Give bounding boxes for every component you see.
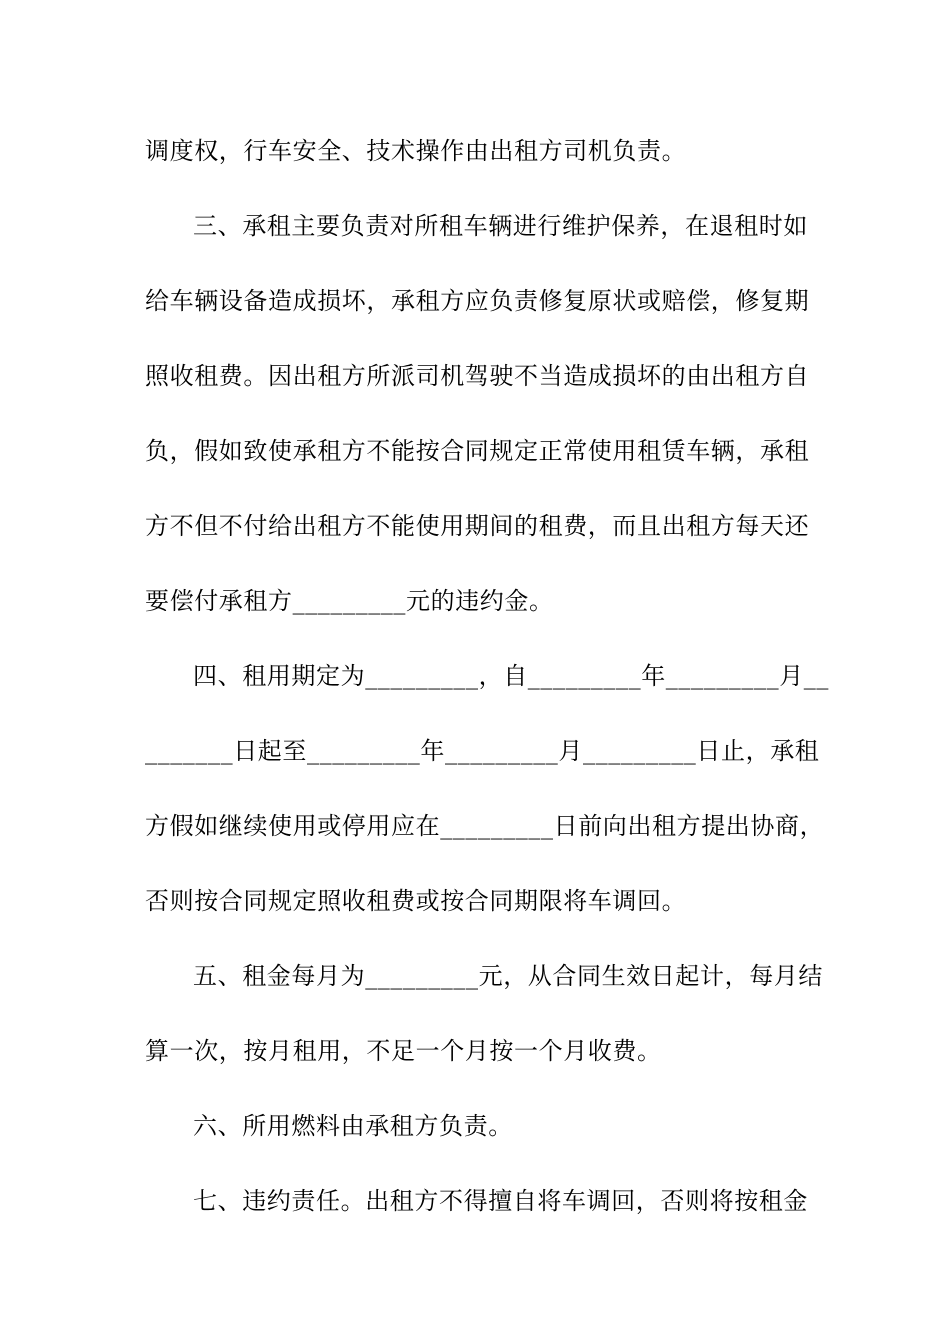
paragraph-line: 负，假如致使承租方不能按合同规定正常使用租赁车辆，承租 (145, 437, 810, 465)
paragraph-line: _______日起至_________年_________月_________日止，承租 (145, 737, 820, 765)
paragraph-line: 五、租金每月为_________元，从合同生效日起计，每月结 (193, 962, 823, 990)
paragraph-line: 要偿付承租方_________元的违约金。 (145, 587, 554, 615)
paragraph-line: 方不但不付给出租方不能使用期间的租费，而且出租方每天还 (145, 512, 810, 540)
paragraph-line: 三、承租主要负责对所租车辆进行维护保养，在退租时如 (193, 212, 808, 240)
paragraph-line: 六、所用燃料由承租方负责。 (193, 1112, 513, 1140)
paragraph-line: 方假如继续使用或停用应在_________日前向出租方提出协商， (145, 812, 825, 840)
paragraph-line: 算一次，按月租用，不足一个月按一个月收费。 (145, 1037, 662, 1065)
paragraph-line: 否则按合同规定照收租费或按合同期限将车调回。 (145, 887, 687, 915)
paragraph-line: 四、租用期定为_________，自_________年_________月__ (193, 662, 829, 690)
paragraph-line: 调度权，行车安全、技术操作由出租方司机负责。 (145, 137, 687, 165)
paragraph-line: 给车辆设备造成损坏，承租方应负责修复原状或赔偿，修复期 (145, 287, 810, 315)
paragraph-line: 照收租费。因出租方所派司机驾驶不当造成损坏的由出租方自 (145, 362, 810, 390)
paragraph-line: 七、违约责任。出租方不得擅自将车调回，否则将按租金 (193, 1187, 808, 1215)
